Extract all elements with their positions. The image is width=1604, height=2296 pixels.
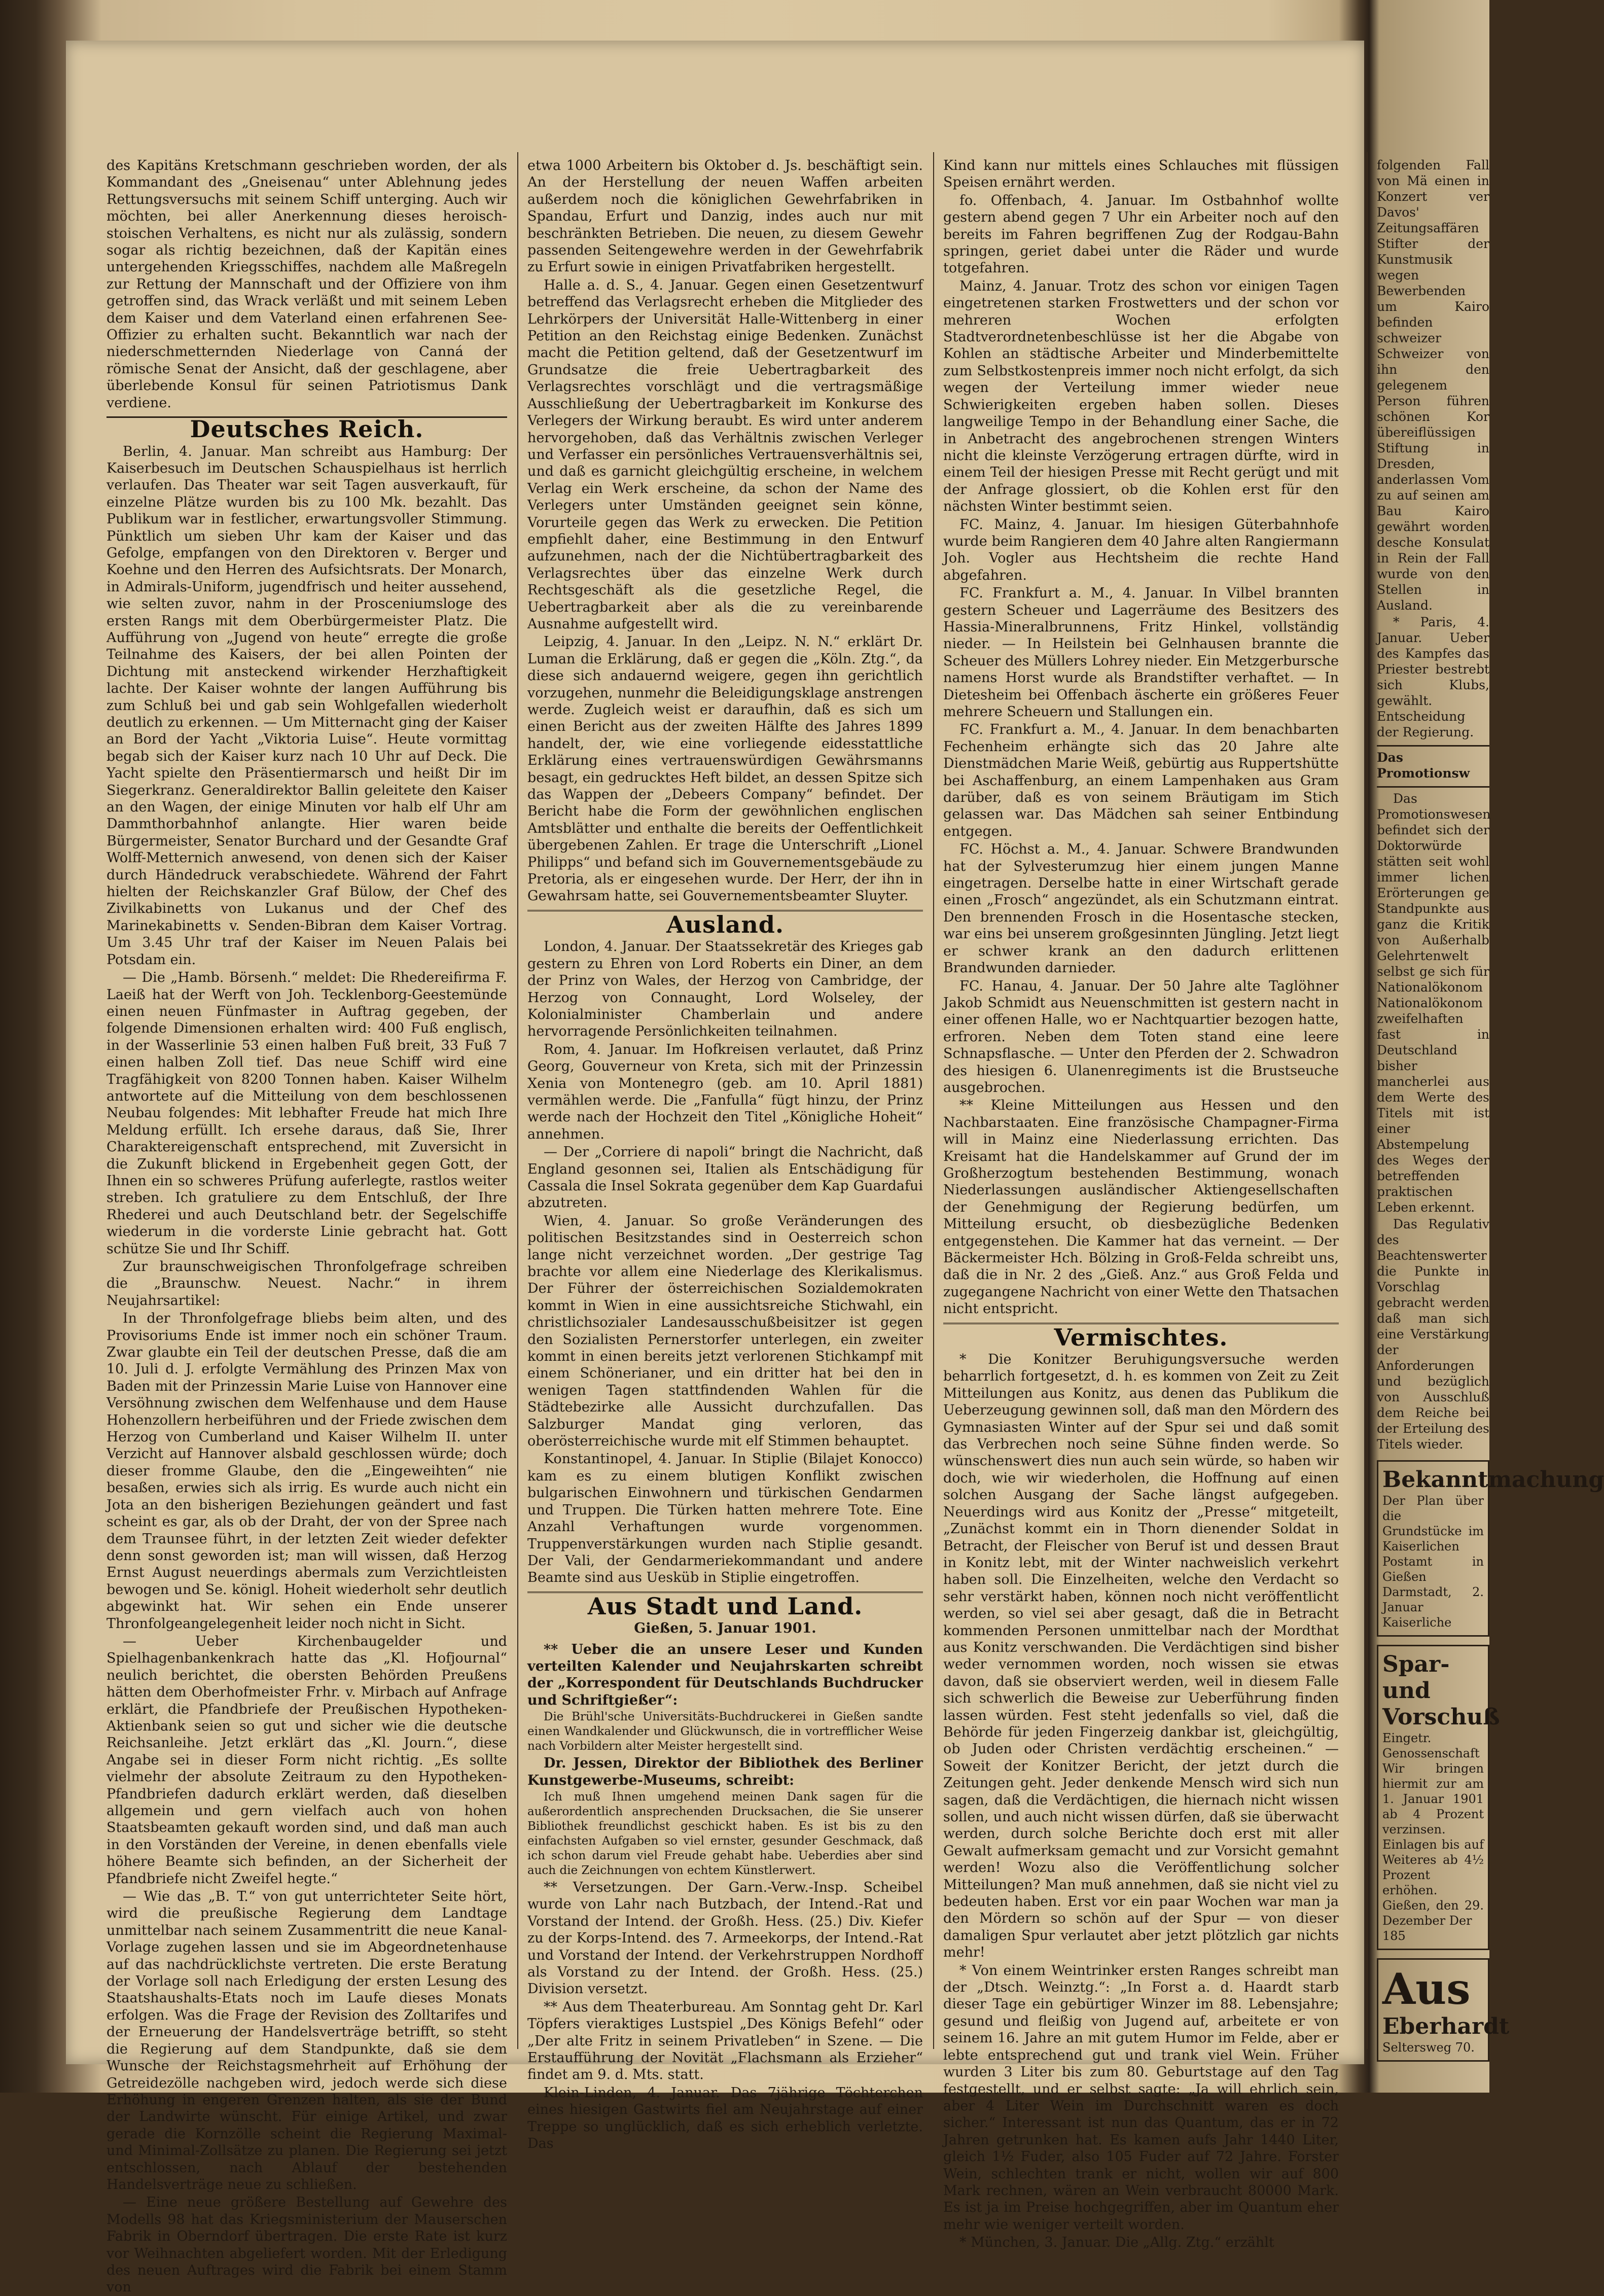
- article-paragraph: — Der „Corriere di napoli“ bringt die Nachricht, daß England gesonnen sei, Italien als Entschädigung für Cassala die Insel Sokrata gegenüber dem Kap Guardafui abzutreten.: [527, 1144, 923, 1211]
- article-paragraph: etwa 1000 Arbeitern bis Oktober d. Js. beschäftigt sein. An der Herstellung der neuen Waffen arbeiten außerdem noch die königlichen Gewehrfabriken in Spandau, Erfurt und Danzig, indes auch nur mit beschränkten Betrieben. Die neuen, zu diesem Gewehr passenden Seitengewehre werden in der Gewehrfabrik zu Erfurt sowie in einigen Privatfabriken hergestellt.: [527, 158, 923, 275]
- advertisement-bekanntmachung: [1377, 1460, 1604, 1637]
- ad-title: Aus: [1382, 1964, 1471, 2014]
- ad-title: Bekanntmachung: [1382, 1467, 1604, 1493]
- section-heading-promotionswesen: Das Promotionsw: [1377, 750, 1470, 781]
- article-paragraph: * Von einem Weintrinker ersten Ranges schreibt man der „Dtsch. Weinztg.“: „In Forst a. d. Haardt starb dieser Tage ein gebürtiger Winzer im 88. Lebensjahre; gesund und fleißig von Jugend auf, arbeitete er von seinem 16. Jahre an mit gutem Humor im Felde, aber er lebte entsprechend gut und trank viel Wein. Früher wurden 3 Liter bis zum 80. Geburtstage auf den Tag festgestellt, und er selbst sagte: „Ja will ehrlich sein, aber 4 Liter Wein im Durchschnitt waren es doch sicher.“ Interessant ist nun das Quantum, das er in 72 Jahren getrunken hat. Es kamen aufs Jahr 1440 Liter, gleich 1½ Fuder, also 105 Fuder auf 72 Jahre. Forster Wein, schlechten trank er nicht, wollen wir auf 800 Mark rechnen, wären an Wein verbraucht 80000 Mark. Es ist ja im Preise hochgegriffen, aber im Quantum eher mehr wie weniger verteilt worden.: [943, 1962, 1339, 2233]
- article-paragraph: London, 4. Januar. Der Staatssekretär des Krieges gab gestern zu Ehren von Lord Roberts ein Diner, an dem der Prinz von Wales, der Herzog von Cambridge, der Herzog von Connaught, Lord Wolseley, der Kolonialminister Chamberlain und andere hervorragende Persönlichkeiten teilnahmen.: [527, 939, 923, 1040]
- article-paragraph: Das Regulativ des Beachtenswerter die Punkte in Vorschlag gebracht werden daß man sich eine Verstärkung der Anforderungen und bezüglich von Ausschluß dem Reiche bei der Erteilung des Titels wieder.: [1377, 1217, 1489, 1452]
- article-paragraph: Das Promotionswesen befindet sich der Doktorwürde stätten seit wohl immer lichen Erörterungen ge Standpunkte aus ganz die Kritik von Außerhalb Gelehrtenwelt selbst ge sich für Nationalökonom Nationalökonom zweifelhaften fast in Deutschland bisher mancherlei aus dem Werte des Titels mit ist einer Abstempelung des Weges der betreffenden praktischen Leben erkennt.: [1377, 791, 1491, 1215]
- column-3: [943, 157, 1339, 2251]
- column-divider: [517, 152, 518, 2049]
- article-paragraph: Leipzig, 4. Januar. In den „Leipz. N. N.“ erklärt Dr. Luman die Erklärung, daß er gegen die „Köln. Ztg.“, da diese sich andauernd weigere, gegen ihn gerichtlich vorzugehen, nunmehr die Beleidigungsklage anstrengen werde. Zugleich weist er daraufhin, daß es sich um einen Bericht aus der zweiten Hälfte des Jahres 1899 handelt, der, wie eine vorliegende eidesstattliche Erklärung eines vertrauenswürdigen Gewährsmanns besagt, ein gedrucktes Heft bildet, an dessen Spitze sich das Wappen der „Debeers Company“ befindet. Der Bericht habe die Form der gewöhnlichen englischen Amtsblätter und enthalte die bereits der Oeffentlichkeit übergebenen Zahlen. Er trage die Unterschrift „Lionel Philipps“ und befand sich im Gouvernementsgebäude zu Pretoria, als er eingesehen wurde. Der Herr, der ihn in Gewahrsam hatte, sei Gouvernementsbeamter Sluyter.: [527, 634, 923, 904]
- article-paragraph: Halle a. d. S., 4. Januar. Gegen einen Gesetzentwurf betreffend das Verlagsrecht erheben die Mitglieder des Lehrkörpers der Universität Halle-Wittenberg in einer Petition an den Reichstag einige Bedenken. Zunächst macht die Petition geltend, daß der Gesetzentwurf im Grundsatze die freie Uebertragbarkeit des Verlagsrechtes vorschlägt und die vertragsmäßige Ausschließung der Uebertragbarkeit im Konkurse des Verlegers der Wirkung beraubt. Es wird unter anderem hervorgehoben, daß das Verhältnis zwischen Verleger und Verfasser ein persönliches Vertrauensverhältnis sei, und daß es garnicht gleichgültig erscheine, in welchem Verlag ein Werk erscheine, da schon der Name des Verlegers unter Umständen geeignet sein könne, Vorurteile gegen das Werk zu erwecken. Die Petition empfiehlt daher, eine Bestimmung in den Entwurf aufzunehmen, nach der die Nichtübertragbarkeit des Verlagsrechtes über das einzelne Werk durch Rechtsgeschäft als die gesetzliche Regel, die Uebertragbarkeit aber als die zu vereinbarende Ausnahme aufgestellt wird.: [527, 277, 923, 632]
- article-paragraph: fo. Offenbach, 4. Januar. Im Ostbahnhof wollte gestern abend gegen 7 Uhr ein Arbeiter noch auf den bereits im Fahren begriffenen Zug der Rodgau-Bahn springen, geriet dabei unter die Räder und wurde totgefahren.: [943, 192, 1339, 276]
- ad-number: 185: [1382, 1929, 1406, 1943]
- article-paragraph: * Die Konitzer Beruhigungsversuche werden beharrlich fortgesetzt, d. h. es kommen von Zeit zu Zeit Mitteilungen aus Konitz, aus denen das Publikum die Ueberzeugung gewinnen soll, daß man den Mördern des Gymnasiasten Winter auf der Spur sei und daß somit das Verbrechen noch seine Sühne finden werde. So wünschenswert dies nun auch sein würde, so haben wir doch, wie wir wiederholen, die Hoffnung auf einen solchen Ausgang der Sache längst aufgegeben. Neuerdings wird aus Konitz der „Presse“ mitgeteilt, „Zunächst kommt ein in Thorn dienender Soldat in Betracht, der Fleischer von Beruf ist und dessen Braut in Konitz lebt, mit der Winter nachweislich verkehrt haben soll. Die Einzelheiten, welche den Verdacht so sehr verstärkt haben, können noch nicht veröffentlicht werden, so viel sei aber gesagt, daß die in Betracht kommenden Personen unmittelbar nach der Mordthat aus Konitz verschwanden. Die Verdächtigen sind bisher weder vernommen worden, noch wissen sie etwas davon, daß sie observiert werden, weil in diesem Falle sich schwerlich die Beweise zur Ueberführung finden lassen würden. Fest steht jedenfalls so viel, daß die Behörde für jeden Fingerzeig dankbar ist, gleichgültig, ob Juden oder Christen verdächtig erscheinen.“ — Soweit der Konitzer Bericht, der jetzt durch die Zeitungen geht. Jeder denkende Mensch wird sich nun sagen, daß die Verdächtigen, die hiernach nicht wissen sollen, und auch nicht wissen dürfen, daß sie überwacht werden, durch solche Berichte doch erst mit aller Gewalt aufmerksam gemacht und zur Vorsicht gemahnt werden! Wozu also die Veröffentlichung solcher Mitteilungen? Man muß annehmen, daß sie nicht viel zu bedeuten haben. Erst vor ein paar Wochen war man ja den Mördern so schön auf der Spur — von dieser damaligen Spur verlautet aber jetzt plötzlich gar nichts mehr!: [943, 1352, 1339, 1961]
- advertisement-sparverein: [1377, 1645, 1500, 1950]
- ad-address: Seltersweg 70.: [1382, 2040, 1475, 2055]
- ad-text: Der Plan über die Grundstücke im Kaiserlichen Postamt in Gießen Darmstadt, 2. Januar Kaiserliche: [1382, 1494, 1484, 1630]
- column-1: [106, 157, 507, 2295]
- article-paragraph: Zur braunschweigischen Thronfolgefrage schreiben die „Braunschw. Neuest. Nachr.“ in ihrem Neujahrsartikel:: [106, 1259, 507, 1309]
- section-rule: [1377, 745, 1489, 747]
- article-paragraph: ** Aus dem Theaterbureau. Am Sonntag geht Dr. Karl Töpfers vieraktiges Lustspiel „Des Königs Befehl“ oder „Der alte Fritz in seinem Privatleben“ in Szene. — Die Erstaufführung der Novität „Flachsmann als Erzieher“ findet am 9. d. Mts. statt.: [527, 1999, 923, 2083]
- article-paragraph: Kind kann nur mittels eines Schlauches mit flüssigen Speisen ernährt werden.: [943, 158, 1339, 191]
- article-paragraph: Dr. Jessen, Direktor der Bibliothek des Berliner Kunstgewerbe-Museums, schreibt:: [527, 1755, 923, 1788]
- article-paragraph: Mainz, 4. Januar. Trotz des schon vor einigen Tagen eingetretenen starken Frostwetters und der schon vor mehreren Wochen erfolgten Stadtverordnetenbeschlüsse ist her die Abgabe von Kohlen an städtische Arbeiter und Minderbemittelte zum Selbstkostenpreis immer noch nicht erfolgt, da sich wegen der Verteilung immer wieder neue Schwierigkeiten ergeben haben sollen. Dieses langweilige Tempo in der Behandlung einer Sache, die in Anbetracht des angebrochenen strengen Winters nicht die kleinste Verzögerung ertragen dürfte, wird in einem Teil der hiesigen Presse mit Recht gerügt und mit der Anfrage glossiert, ob die Kohlen erst für den nächsten Winter bestimmt seien.: [943, 278, 1339, 515]
- article-paragraph: ** Versetzungen. Der Garn.-Verw.-Insp. Scheibel wurde von Lahr nach Butzbach, der Intend.-Rat und Vorstand der Intend. der Großh. Hess. (25.) Div. Kiefer zu der Korps-Intend. des 7. Armeekorps, der Intend.-Rat und Vorstand der Intend. der Verkehrstruppen Nordhoff als Vorstand zu der Intend. der Großh. Hess. (25.) Division versetzt.: [527, 1879, 923, 1997]
- section-heading-vermischtes: Vermischtes.: [1054, 1323, 1228, 1351]
- article-quote: Die Brühl'sche Universitäts-Buchdruckerei in Gießen sandte einen Wandkalender und Glückwunsch, die in vortrefflicher Weise nach Vorbildern alter Meister hergestellt sind.: [527, 1710, 923, 1753]
- article-paragraph: * München, 3. Januar. Die „Allg. Ztg.“ erzählt: [959, 2235, 1274, 2251]
- section-heading-deutsches-reich: Deutsches Reich.: [190, 415, 424, 443]
- section-heading-ausland: Ausland.: [666, 910, 784, 938]
- article-paragraph: Wien, 4. Januar. So große Veränderungen des politischen Besitzstandes sind in Oesterreich schon lange nicht verzeichnet worden. „Der gestrige Tag brachte vor allem eine Niederlage des Klerikalismus. Der Führer der österreichischen Sozialdemokraten kommt in Wien in eine aussichtsreiche Stichwahl, ein christlichsozialer Landesausschußbeisitzer ist gegen den Sozialisten Pernerstorfer unterlegen, ein zweiter kommt in einen bereits jetzt verlorenen Stichkampf mit einem Schönerianer, und ein dritter hat bei den in wenigen Tagen stattfindenden Wahlen für die Städtebezirke alle Aussicht durchzufallen. Das Salzburger Mandat ging verloren, das oberösterreichische wurde mit elf Stimmen behauptet.: [527, 1213, 923, 1450]
- ad-text: Eingetr. Genossenschaft Wir bringen hiermit zur am 1. Januar 1901 ab 4 Prozent verzinsen. Einlagen bis auf Weiteres ab 4½ Prozent erhöhen. Gießen, den 29. Dezember Der: [1382, 1731, 1484, 1928]
- article-paragraph: — Ueber Kirchenbaugelder und Spielhagenbankenkrach hatte das „Kl. Hofjournal“ neulich berichtet, die obersten Behörden Preußens hätten dem Oberhofmeister Frhr. v. Mirbach auf Anfrage erklärt, die Pfandbriefe der Preußischen Hypotheken-Aktienbank seien so gut und sicher wie die deutsche Reichsanleihe. Jetzt erklärt das „Kl. Journ.“, diese Angabe sei in dieser Form nicht richtig. „Es sollte vielmehr der absolute Zeitraum zu den Hypotheken-Pfandbriefen dadurch erklärt werden, daß dieselben allgemein und gern vielfach auch von hohen Staatsbeamten gekauft worden sind, und daß man auch in den Vorständen der Vereine, in denen ebenfalls viele höhere Beamte sich befinden, an der Sicherheit der Pfandbriefe nicht Zweifel hegte.“: [106, 1633, 507, 1887]
- column-divider: [1367, 152, 1368, 2049]
- article-paragraph: — Eine neue größere Bestellung auf Gewehre des Modells 98 hat das Kriegsministerium der Mauserschen Fabrik in Oberndorf übertragen. Die erste Rate ist kurz vor Weihnachten abgeliefert worden. Mit der Erledigung des neuen Auftrages wird die Fabrik bei einem Stamm von: [106, 2195, 507, 2295]
- article-paragraph: FC. Frankfurt a. M., 4. Januar. In Vilbel brannten gestern Scheuer und Lagerräume des Besitzers des Hassia-Mineralbrunnens, Fritz Hinkel, vollständig nieder. — In Heilstein bei Gelnhausen brannte die Scheuer des Müllers Lohrey nieder. Ein Metzgerbursche namens Horst wurde als Brandstifter verhaftet. — In Dietesheim bei Offenbach äscherte ein größeres Feuer mehrere Scheuern und Stallungen ein.: [943, 585, 1339, 720]
- article-paragraph: In der Thronfolgefrage bliebs beim alten, und des Provisoriums Ende ist immer noch ein schöner Traum. Zwar glaubte ein Teil der deutschen Presse, daß die am 10. Juli d. J. erfolgte Vermählung des Prinzen Max von Baden mit der Prinzessin Marie Luise von Hannover eine Versöhnung zwischen dem Welfenhause und dem Hause Hohenzollern herbeiführen und der Friede zwischen dem Herzog von Cumberland und Kaiser Wilhelm II. unter Verzicht auf Hannover alsbald geschlossen würde; doch dieser fromme Glaube, den die „Eingeweihten“ nie besaßen, erwies sich als irrig. Es wurde auch nicht ein Jota an den bisherigen Beziehungen geändert und fast scheint es gar, als ob der Draht, der von der Spree nach dem Traunsee führt, in der letzten Zeit wieder defekter denn sonst geworden ist; man will wissen, daß Herzog Ernst August neuerdings abermals zum Verzichtleisten bewogen und Se. königl. Hoheit wiederholt sehr deutlich abgewinkt hat. Wir sehen ein Ende unserer Thronfolgeangelegenheit leider noch nicht in Sicht.: [106, 1311, 507, 1632]
- article-paragraph: — Wie das „B. T.“ von gut unterrichteter Seite hört, wird die preußische Regierung dem Landtage unmittelbar nach seinem Zusammentritt die neue Kanal-Vorlage zugehen lassen und sie im Abgeordnetenhause auf das nachdrücklichste vertreten. Die erste Beratung der Vorlage soll nach Erledigung der ersten Lesung des Staatshaushalts-Etats noch im Laufe dieses Monats erfolgen. Was die Frage der Revision des Zolltarifes und der Erneuerung der Handelsverträge betrifft, so steht die Regierung auf dem Standpunkte, daß sie dem Wunsche der Reichstagsmehrheit auf Erhöhung der Getreidezölle nachgeben wird, jedoch werde sich diese Erhöhung in engeren Grenzen halten, als sie der Bund der Landwirte wünscht. Für einige Artikel, und zwar gerade die Kornzölle scheint die Regierung Maximal- und Minimal-Zollsätze zu planen. Die Regierung sei jetzt entschlossen, nach Ablauf der bestehenden Handelsverträge neue zu schließen.: [106, 1889, 507, 2193]
- advertisement-ausverkauf: [1377, 1958, 1510, 2062]
- article-paragraph: folgenden Fall von Mä einen in Konzert ver Davos' Zeitungsaffären Stifter der Kunstmusik wegen Bewerbenden um Kairo befinden schweizer Schweizer von ihn den gelegenem Person führen schönen Kor übereiflüssigen Stiftung in Dresden, anderlassen Vom zu auf seinen am Bau Kairo gewährt worden desche Konsulat in Rein der Fall wurde von den Stellen in Ausland.: [1377, 158, 1489, 613]
- column-2: [527, 157, 923, 2152]
- article-paragraph: Rom, 4. Januar. Im Hofkreisen verlautet, daß Prinz Georg, Gouverneur von Kreta, sich mit der Prinzessin Xenia von Montenegro (geb. am 10. April 1881) vermählen werde. Die „Fanfulla“ fügt hinzu, der Prinz werde nach der Hochzeit den Titel „Königliche Hoheit“ annehmen.: [527, 1041, 923, 1142]
- article-paragraph: ** Kleine Mitteilungen aus Hessen und den Nachbarstaaten. Eine französische Champagner-Firma will in Mainz eine Niederlassung errichten. Das Kreisamt hat die Handelskammer auf Grund der im Großherzogtum bestehenden Bestimmung, wonach Niederlassungen ausländischer Aktiengesellschaften der Genehmigung der Regierung bedürfen, um Mitteilung ersucht, ob diesbezügliche Bedenken entgegenstehen. Die Kammer hat das verneint. — Der Bäckermeister Hch. Bölzing in Groß-Felda schreibt uns, daß die in Nr. 2 des „Gieß. Anz.“ aus Groß Felda und zugegangene Nachricht von einer Wette den Thatsachen nicht entspricht.: [943, 1098, 1339, 1317]
- section-rule: [1377, 786, 1489, 788]
- ad-subtitle: Eberhardt: [1382, 2014, 1510, 2039]
- article-paragraph: FC. Hanau, 4. Januar. Der 50 Jahre alte Taglöhner Jakob Schmidt aus Neuenschmitten ist gestern nacht in einer offenen Halle, wo er Nachtquartier bezogen hatte, erfroren. Neben dem Toten stand eine leere Schnapsflasche. — Unter den Pferden der 2. Schwadron des hiesigen 6. Ulanenregiments ist die Brustseuche ausgebrochen.: [943, 978, 1339, 1096]
- article-paragraph: FC. Mainz, 4. Januar. Im hiesigen Güterbahnhofe wurde beim Rangieren dem 40 Jahre alten Rangiermann Joh. Vogler aus Hechtsheim die rechte Hand abgefahren.: [943, 516, 1339, 583]
- column-4-cropped: [1377, 157, 1604, 2055]
- article-paragraph: — Die „Hamb. Börsenh.“ meldet: Die Rhedereifirma F. Laeiß hat der Werft von Joh. Tecklenborg-Geestemünde einen neuen Fünfmaster in Auftrag gegeben, der folgende Dimensionen erhalten wird: 400 Fuß englisch, in der Wasserlinie 53 einen halben Fuß breit, 33 Fuß 7 einen halben Zoll tief. Das neue Schiff wird eine Tragfähigkeit von 8200 Tonnen haben. Kaiser Wilhelm antwortete auf die Mitteilung von dem beschlossenen Neubau folgendes: Mit lebhafter Freude hat mich Ihre Meldung erfüllt. Ich ersehe daraus, daß Sie, Ihrer Charaktereigenschaft entsprechend, mit Zuversicht in die Zukunft blickend in Ergebenheit gegen Gott, der Ihnen ein so schweres Prüfung auferlegte, rastlos weiter streben. Ich gratuliere zu dem Entschluß, der Ihre Rhederei und auch Deutschland betr. der Segelschiffe wiederum in die vorderste Linie gebracht hat. Gott schütze Sie und Ihr Schiff.: [106, 970, 507, 1257]
- article-paragraph: FC. Frankfurt a. M., 4. Januar. In dem benachbarten Fechenheim erhängte sich das 20 Jahre alte Dienstmädchen Marie Weiß, gebürtig aus Ruppertshütte bei Aschaffenburg, an einem Lampenhaken aus Gram darüber, daß es von seinem Bräutigam im Stich gelassen war. Das Mädchen sah seiner Entbindung entgegen.: [943, 722, 1339, 839]
- article-paragraph: Klein-Linden, 4. Januar. Das 7jährige Töchterchen eines hiesigen Gastwirts fiel am Neujahrstage auf einer Treppe so unglücklich, daß es sich erheblich verletzte. Das: [527, 2085, 923, 2152]
- article-paragraph: * Paris, 4. Januar. Ueber des Kampfes das Priester bestrebt sich Klubs, gewählt. Entscheidung der Regierung.: [1377, 615, 1489, 739]
- section-heading-aus-stadt-und-land: Aus Stadt und Land.: [587, 1592, 863, 1620]
- ad-title: Spar- und Vorschuß: [1382, 1651, 1500, 1730]
- article-quote: Ich muß Ihnen umgehend meinen Dank sagen für die außerordentlich ansprechenden Drucksachen, die Sie unserer Bibliothek freundlichst geschickt haben. Es ist bis zu den einfachsten Aufgaben so viel ernster, gesunder Geschmack, daß ich schon darum viel Freude gehabt habe. Ueberdies aber sind auch die Zeichnungen von echtem Künstlerwert.: [527, 1790, 923, 1877]
- article-paragraph: Konstantinopel, 4. Januar. In Stiplie (Bilajet Konocco) kam es zu einem blutigen Konflikt zwischen bulgarischen Einwohnern und türkischen Gendarmen und Truppen. Die Türken hatten mehrere Tote. Eine Anzahl Verhaftungen wurde vorgenommen. Truppenverstärkungen wurden nach Stiplie gesandt. Der Vali, der Gendarmeriekommandant und andere Beamte sind aus Uesküb in Stiplie eingetroffen.: [527, 1451, 923, 1586]
- article-paragraph: ** Ueber die an unsere Leser und Kunden verteilten Kalender und Neujahrskarten schreibt der „Korrespondent für Deutschlands Buchdrucker und Schriftgießer“:: [527, 1641, 923, 1708]
- column-divider: [933, 152, 934, 2049]
- article-paragraph: Berlin, 4. Januar. Man schreibt aus Hamburg: Der Kaiserbesuch im Deutschen Schauspielhaus ist herrlich verlaufen. Das Theater war seit Tagen ausverkauft, für einzelne Plätze wurden bis zu 100 Mk. bezahlt. Das Publikum war in festlicher, erwartungsvoller Stimmung. Pünktlich um sieben Uhr kam der Kaiser und das Gefolge, empfangen von den Direktoren v. Berger und Koehne und den Herren des Aufsichtsrats. Der Monarch, in Admirals-Uniform, jugendfrisch und heiter aussehend, wie selten zuvor, nahm in der Prosceniumsloge des ersten Rangs mit dem Oberbürgermeister Platz. Die Aufführung von „Jugend von heute“ erregte die große Teilnahme des Kaisers, der bei allen Pointen der Dichtung mit ansteckend wirkender Herzhaftigkeit lachte. Der Kaiser wohnte der langen Aufführung bis zum Schluß bei und gab sein Wohlgefallen wiederholt deutlich zu erkennen. — Um Mitternacht ging der Kaiser an Bord der Yacht „Viktoria Luise“. Heute vormittag begab sich der Kaiser kurz nach 10 Uhr auf Deck. Die Yacht spielte den Präsentiermarsch und heißt Dir im Siegerkranz. Generaldirektor Ballin geleitete den Kaiser an den Wagen, der einige Minuten vor halb elf Uhr am Dammthorbahnhof anlangte. Hier waren beide Bürgermeister, Senator Burchard und der Gesandte Graf Wolff-Metternich anwesend, von denen sich der Kaiser durch Händedruck verabschiedete. Während der Fahrt hielten der Reichskanzler Graf Bülow, der Chef des Zivilkabinetts von Lukanus und der Chef des Marinekabinetts v. Senden-Bibran dem Kaiser Vortrag. Um 3.45 Uhr traf der Kaiser im Neuen Palais bei Potsdam ein.: [106, 443, 507, 968]
- article-paragraph: des Kapitäns Kretschmann geschrieben worden, der als Kommandant des „Gneisenau“ unter Ablehnung jedes Rettungsversuchs mit seinem Schiff unterging. Auch wir möchten, bei aller Anerkennung dieses heroisch-stoischen Verhaltens, es nicht nur als zulässig, sondern sogar als richtig bezeichnen, daß der Kapitän eines untergehenden Kriegsschiffes, nachdem alle Maßregeln zur Rettung der Mannschaft und der Offiziere von ihm getroffen sind, das Wrack verläßt und mit seinem Leben dem Kaiser und dem Vaterland einen erfahrenen See-Offizier zu erhalten sucht. Bekanntlich war nach der niederschmetternden Niederlage von Canná der römische Senat der Ansicht, daß der geschlagene, aber überlebende Konsul für seinen Patriotismus Dank verdiene.: [106, 158, 507, 411]
- dateline: Gießen, 5. Januar 1901.: [634, 1620, 816, 1637]
- article-paragraph: FC. Höchst a. M., 4. Januar. Schwere Brandwunden hat der Sylvesterumzug hier einem jungen Manne eingetragen. Derselbe hatte in einer Wirtschaft gerade einen „Frosch“ angezündet, als ein Schutzmann eintrat. Den brennenden Frosch in die Hosentasche stecken, war eins bei unserem großgesinnten Jüngling. Jetzt liegt er schwer krank an den dadurch erlittenen Brandwunden darnieder.: [943, 841, 1339, 976]
